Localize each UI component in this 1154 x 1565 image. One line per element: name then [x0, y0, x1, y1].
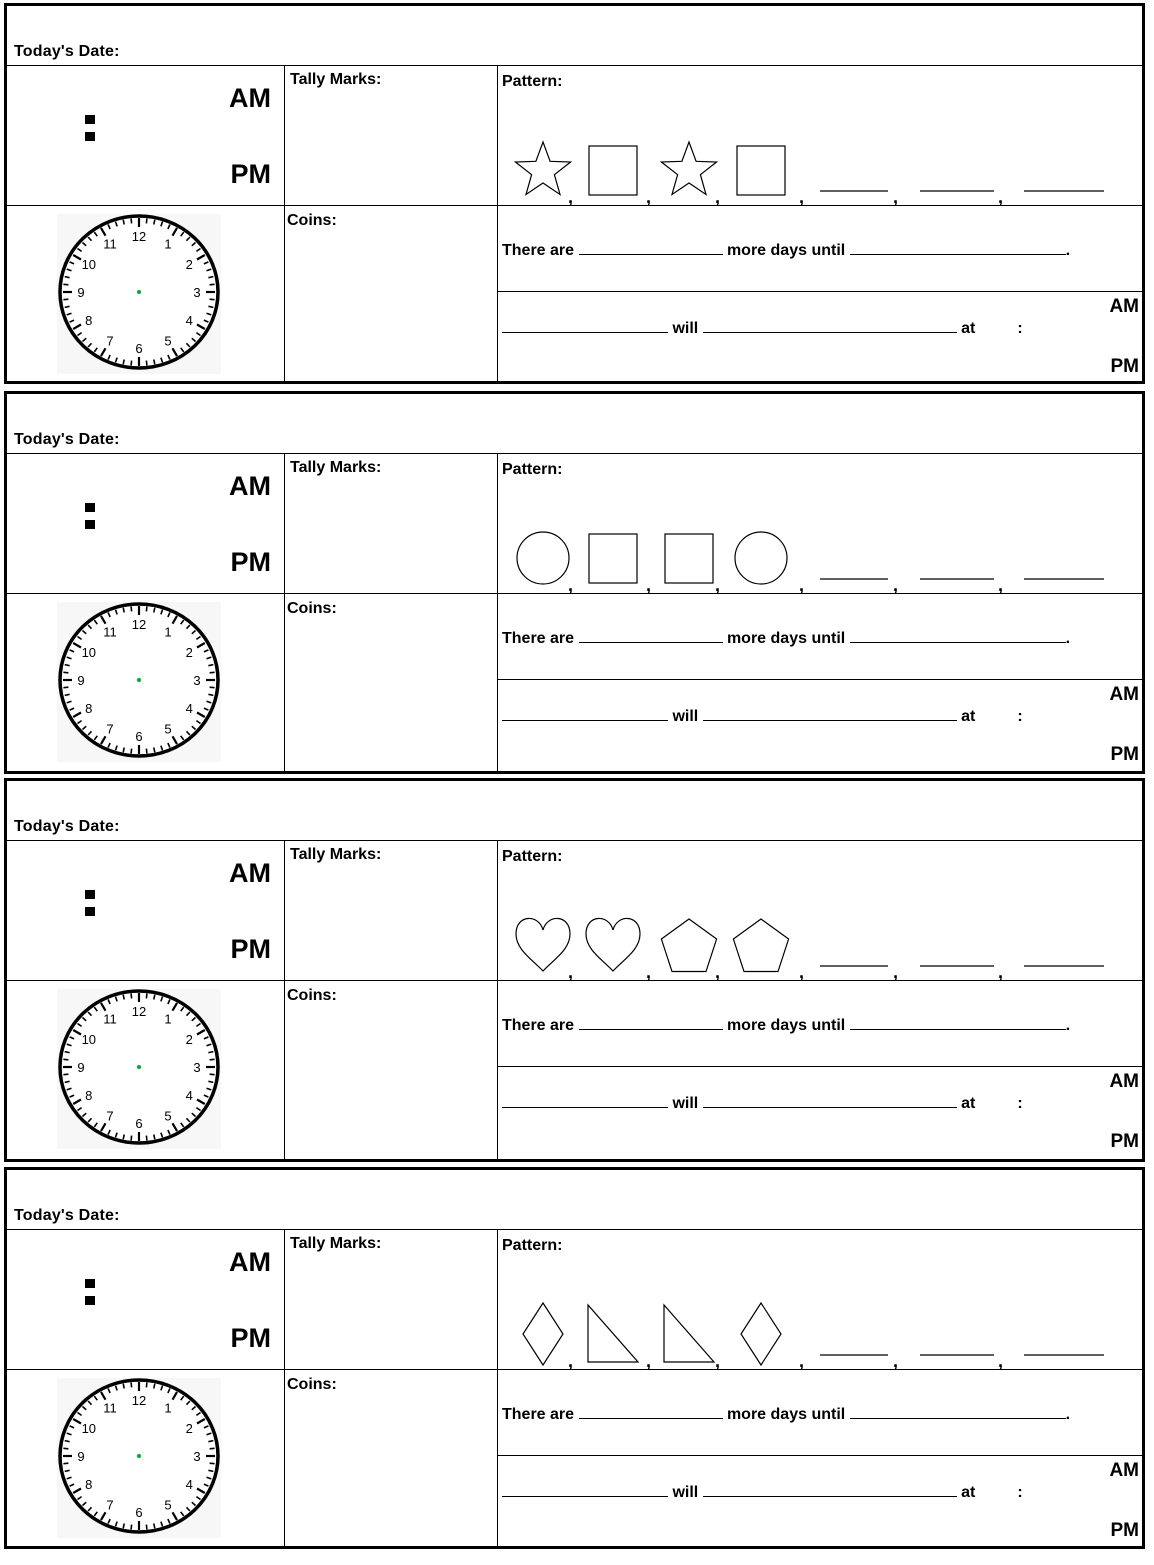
- pm-label: PM: [1110, 1131, 1139, 1152]
- days-count-blank: [579, 1015, 723, 1030]
- svg-text:,: ,: [715, 187, 721, 207]
- digital-time-cell[interactable]: [7, 1229, 285, 1369]
- svg-text:,: ,: [893, 962, 899, 982]
- pattern-label: Pattern:: [502, 848, 563, 865]
- activity-blank: [703, 706, 957, 721]
- row-clock-coins-sentences: [7, 594, 1142, 771]
- square-icon: [589, 534, 637, 583]
- pentagon-icon: [661, 919, 716, 972]
- date-row: [7, 6, 1142, 66]
- time-colon: [85, 115, 95, 143]
- clock-face[interactable]: [57, 214, 221, 374]
- date-label: Today's Date:: [14, 818, 120, 835]
- clock-number: 5: [164, 1108, 172, 1124]
- row-time-tally-pattern: [7, 840, 1142, 981]
- svg-text:,: ,: [646, 962, 652, 982]
- clock-number: 4: [185, 701, 193, 716]
- clock-center-dot: [137, 1454, 141, 1458]
- am-label: AM: [229, 858, 271, 888]
- clock-number: 9: [77, 285, 85, 300]
- clock-number: 7: [106, 333, 114, 349]
- event-blank: [850, 1404, 1066, 1419]
- who-blank: [502, 1482, 668, 1497]
- clock-number: 8: [85, 1477, 93, 1492]
- date-row: [7, 781, 1142, 841]
- am-label: AM: [229, 83, 271, 113]
- am-label: AM: [229, 1247, 271, 1277]
- clock-number: 1: [164, 624, 172, 640]
- svg-text:,: ,: [893, 575, 899, 595]
- date-label: Today's Date:: [14, 43, 120, 60]
- event-time-sentence[interactable]: will at :: [502, 1482, 1023, 1502]
- coins-label: Coins:: [287, 987, 337, 1004]
- clock-number: 5: [164, 721, 172, 737]
- pentagon-icon: [733, 919, 788, 972]
- square-icon: [665, 534, 713, 583]
- row-time-tally-pattern: [7, 1229, 1142, 1370]
- event-blank: [850, 1015, 1066, 1030]
- clock-number: 9: [77, 1060, 85, 1075]
- time-colon: [85, 503, 95, 531]
- pattern-label: Pattern:: [502, 461, 563, 478]
- who-blank: [502, 706, 668, 721]
- pattern-sequence: [499, 1289, 1139, 1371]
- activity-blank: [703, 1482, 957, 1497]
- am-label: AM: [229, 471, 271, 501]
- clock-number: 12: [131, 617, 147, 632]
- pattern-sequence: [499, 513, 1139, 595]
- clock-number: 11: [103, 236, 117, 252]
- heart-icon: [586, 918, 640, 971]
- clock-number: 4: [185, 1088, 193, 1103]
- clock-number: 10: [81, 1032, 97, 1047]
- clock-number: 4: [185, 1477, 193, 1492]
- clock-number: 9: [77, 673, 85, 688]
- diamond-icon: [523, 1303, 563, 1365]
- clock-number: 10: [81, 1421, 97, 1436]
- days-until-sentence[interactable]: There are more days until .: [502, 1406, 1071, 1423]
- clock-number: 2: [185, 645, 193, 660]
- heart-icon: [516, 918, 570, 971]
- clock-face[interactable]: [57, 1378, 221, 1538]
- activity-blank: [703, 318, 957, 333]
- svg-text:,: ,: [646, 575, 652, 595]
- svg-text:,: ,: [998, 962, 1004, 982]
- coins-label: Coins:: [287, 212, 337, 229]
- clock-number: 12: [131, 1393, 147, 1408]
- clock-number: 6: [135, 1116, 143, 1131]
- star-icon: [661, 142, 716, 195]
- clock-number: 11: [103, 1400, 117, 1416]
- event-time-sentence[interactable]: will at :: [502, 1093, 1023, 1113]
- event-time-sentence[interactable]: will at :: [502, 706, 1023, 726]
- clock-number: 3: [193, 1060, 201, 1075]
- date-label: Today's Date:: [14, 1207, 120, 1224]
- clock-number: 10: [81, 645, 97, 660]
- event-blank: [850, 628, 1066, 643]
- clock-number: 7: [106, 721, 114, 737]
- am-label: AM: [1109, 1460, 1139, 1481]
- clock-number: 1: [164, 1400, 172, 1416]
- am-label: AM: [1109, 684, 1139, 705]
- clock-number: 7: [106, 1108, 114, 1124]
- row-clock-coins-sentences: [7, 206, 1142, 381]
- clock-number: 2: [185, 1421, 193, 1436]
- clock-number: 11: [103, 624, 117, 640]
- svg-text:,: ,: [893, 1351, 899, 1371]
- tally-marks-label: Tally Marks:: [290, 71, 382, 88]
- row-clock-coins-sentences: [7, 1370, 1142, 1546]
- circle-icon: [735, 532, 787, 584]
- svg-text:,: ,: [799, 187, 805, 207]
- clock-number: 8: [85, 701, 93, 716]
- activity-blank: [703, 1093, 957, 1108]
- am-label: AM: [1109, 1071, 1139, 1092]
- svg-text:,: ,: [646, 187, 652, 207]
- svg-text:,: ,: [715, 575, 721, 595]
- triangle-icon: [664, 1305, 714, 1362]
- pm-label: PM: [230, 1323, 271, 1353]
- svg-text:,: ,: [893, 187, 899, 207]
- days-count-blank: [579, 240, 723, 255]
- clock-center-dot: [137, 1065, 141, 1069]
- clock-number: 7: [106, 1497, 114, 1513]
- star-icon: [515, 142, 570, 195]
- digital-time-cell[interactable]: [7, 840, 285, 980]
- pattern-label: Pattern:: [502, 1237, 563, 1254]
- event-blank: [850, 240, 1066, 255]
- clock-number: 6: [135, 729, 143, 744]
- coins-label: Coins:: [287, 1376, 337, 1393]
- pm-label: PM: [1110, 356, 1139, 377]
- date-row: [7, 394, 1142, 454]
- days-until-sentence[interactable]: There are more days until .: [502, 630, 1071, 647]
- clock-number: 1: [164, 1011, 172, 1027]
- clock-face[interactable]: [57, 989, 221, 1149]
- time-colon: [85, 890, 95, 918]
- clock-number: 9: [77, 1449, 85, 1464]
- row-time-tally-pattern: [7, 453, 1142, 594]
- svg-text:,: ,: [568, 575, 574, 595]
- row-time-tally-pattern: [7, 65, 1142, 206]
- tally-marks-label: Tally Marks:: [290, 459, 382, 476]
- svg-text:,: ,: [715, 1351, 721, 1371]
- clock-number: 5: [164, 1497, 172, 1513]
- tally-marks-label: Tally Marks:: [290, 846, 382, 863]
- clock-number: 2: [185, 257, 193, 272]
- svg-text:,: ,: [715, 962, 721, 982]
- days-count-blank: [579, 628, 723, 643]
- svg-text:,: ,: [646, 1351, 652, 1371]
- tally-marks-label: Tally Marks:: [290, 1235, 382, 1252]
- clock-number: 11: [103, 1011, 117, 1027]
- am-label: AM: [1109, 296, 1139, 317]
- clock-number: 12: [131, 229, 147, 244]
- who-blank: [502, 318, 668, 333]
- svg-text:,: ,: [568, 962, 574, 982]
- circle-icon: [517, 532, 569, 584]
- pm-label: PM: [230, 547, 271, 577]
- svg-text:,: ,: [799, 962, 805, 982]
- clock-number: 8: [85, 1088, 93, 1103]
- square-icon: [737, 146, 785, 195]
- daily-section: [4, 778, 1145, 1162]
- svg-text:,: ,: [568, 187, 574, 207]
- clock-center-dot: [137, 290, 141, 294]
- daily-section: [4, 1167, 1145, 1549]
- clock-number: 3: [193, 673, 201, 688]
- svg-text:,: ,: [998, 1351, 1004, 1371]
- pm-label: PM: [1110, 1520, 1139, 1541]
- svg-text:,: ,: [799, 575, 805, 595]
- digital-time-cell[interactable]: [7, 65, 285, 205]
- who-blank: [502, 1093, 668, 1108]
- svg-text:,: ,: [568, 1351, 574, 1371]
- clock-number: 12: [131, 1004, 147, 1019]
- pm-label: PM: [230, 159, 271, 189]
- date-row: [7, 1170, 1142, 1230]
- svg-text:,: ,: [799, 1351, 805, 1371]
- pattern-sequence: [499, 125, 1139, 207]
- row-clock-coins-sentences: [7, 981, 1142, 1159]
- clock-face[interactable]: [57, 602, 221, 762]
- square-icon: [589, 146, 637, 195]
- clock-number: 4: [185, 313, 193, 328]
- svg-text:,: ,: [998, 187, 1004, 207]
- clock-number: 10: [81, 257, 97, 272]
- pm-label: PM: [230, 934, 271, 964]
- event-time-sentence[interactable]: will at :: [502, 318, 1023, 338]
- pattern-label: Pattern:: [502, 73, 563, 90]
- days-until-sentence[interactable]: There are more days until .: [502, 242, 1071, 259]
- pattern-sequence: [499, 900, 1139, 982]
- diamond-icon: [741, 1303, 781, 1365]
- svg-text:,: ,: [998, 575, 1004, 595]
- clock-number: 8: [85, 313, 93, 328]
- days-count-blank: [579, 1404, 723, 1419]
- date-label: Today's Date:: [14, 431, 120, 448]
- clock-center-dot: [137, 678, 141, 682]
- coins-label: Coins:: [287, 600, 337, 617]
- clock-number: 2: [185, 1032, 193, 1047]
- clock-number: 6: [135, 1505, 143, 1520]
- clock-number: 3: [193, 285, 201, 300]
- days-until-sentence[interactable]: There are more days until .: [502, 1017, 1071, 1034]
- pm-label: PM: [1110, 744, 1139, 765]
- clock-number: 5: [164, 333, 172, 349]
- daily-section: [4, 391, 1145, 774]
- time-colon: [85, 1279, 95, 1307]
- clock-number: 1: [164, 236, 172, 252]
- digital-time-cell[interactable]: [7, 453, 285, 593]
- triangle-icon: [588, 1305, 638, 1362]
- clock-number: 3: [193, 1449, 201, 1464]
- daily-section: [4, 3, 1145, 384]
- clock-number: 6: [135, 341, 143, 356]
